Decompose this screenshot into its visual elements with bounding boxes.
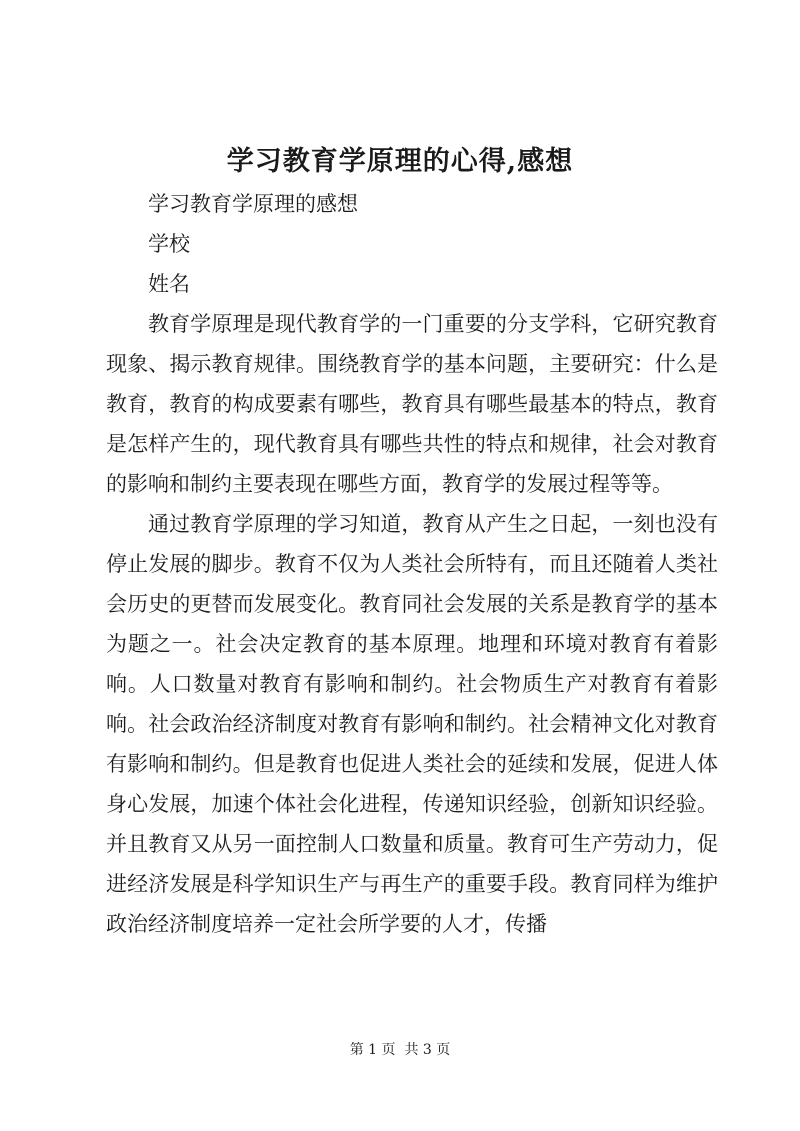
name-line: 姓名: [148, 272, 190, 296]
document-title: 学习教育学原理的心得,感想: [226, 146, 574, 177]
body-paragraph: 教育学原理是现代教育学的一门重要的分支学科，它研究教育现象、揭示教育规律。围绕教育学的基本问题，主要研究：什么是教育，教育的构成要素有哪些，教育具有哪些最基本的特点，教育是怎样产生的，现代教育具有哪些共性的特点和规律，社会对教育的影响和制约主要表现在哪些方面，教育学的发展过程等等。: [106, 312, 718, 496]
page-footer: [0, 1040, 800, 1060]
document-body: [106, 184, 718, 944]
page-number: 第 1 页: [349, 1042, 396, 1058]
essay-subtitle: 学习教育学原理的感想: [148, 192, 358, 216]
school-line: 学校: [148, 232, 190, 256]
body-paragraph: 通过教育学原理的学习知道，教育从产生之日起，一刻也没有停止发展的脚步。教育不仅为人类社会所特有，而且还随着人类社会历史的更替而发展变化。教育同社会发展的关系是教育学的基本为题之一。社会决定教育的基本原理。地理和环境对教育有着影响。人口数量对教育有影响和制约。社会物质生产对教育有着影响。社会政治经济制度对教育有影响和制约。社会精神文化对教育有影响和制约。但是教育也促进人类社会的延续和发展，促进人体身心发展，加速个体社会化进程，传递知识经验，创新知识经验。并且教育又从另一面控制人口数量和质量。教育可生产劳动力，促进经济发展是科学知识生产与再生产的重要手段。教育同样为维护政治经济制度培养一定社会所学要的人才，传播: [106, 512, 718, 936]
page-total: 共 3 页: [404, 1042, 451, 1058]
